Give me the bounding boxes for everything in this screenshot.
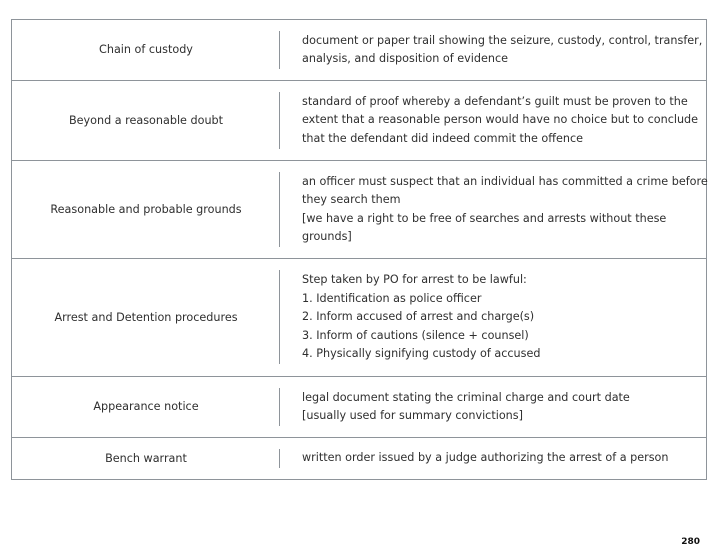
definition-line: written order issued by a judge authorizing the arrest of a person — [302, 451, 669, 465]
definition-line: 2. Inform accused of arrest and charge(s) — [302, 310, 535, 324]
definition-line: document or paper trail showing the seizure, custody, control, transfer, — [302, 33, 703, 47]
term-cell — [12, 81, 280, 160]
term-text: Appearance notice — [93, 400, 199, 413]
column-divider — [279, 31, 280, 69]
term-text: Beyond a reasonable doubt — [68, 113, 224, 127]
term-text: Reasonable and probable grounds — [50, 202, 242, 216]
definition-line: 1. Identification as police officer — [302, 291, 482, 305]
table-row — [12, 20, 706, 81]
definition-line: they search them — [302, 193, 401, 207]
term-cell — [12, 20, 280, 80]
glossary-table — [11, 19, 707, 480]
definition-cell — [280, 161, 724, 258]
column-divider — [279, 388, 280, 426]
term-cell — [12, 259, 280, 376]
definition-line: that the defendant did indeed commit the offence — [302, 131, 583, 145]
column-divider — [279, 172, 280, 247]
term-cell — [12, 438, 280, 479]
definition-cell — [280, 81, 718, 160]
term-cell — [12, 377, 280, 437]
table-row — [12, 377, 706, 438]
table-row — [12, 161, 706, 259]
definition-line: grounds] — [302, 229, 352, 243]
definition-line: legal document stating the criminal charge and court date — [302, 390, 630, 404]
term-text: Chain of custody — [99, 43, 193, 56]
definition-cell — [280, 377, 706, 437]
definition-line: standard of proof whereby a defendant’s guilt must be proven to the — [302, 94, 688, 108]
term-text: Arrest and Detention procedures — [54, 310, 238, 324]
definition-line: analysis, and disposition of evidence — [302, 52, 508, 65]
column-divider — [279, 270, 280, 364]
table-row — [12, 81, 706, 161]
table-row — [12, 259, 706, 377]
column-divider — [279, 92, 280, 149]
column-divider — [279, 449, 280, 468]
definition-cell — [280, 20, 722, 80]
definition-line: an officer must suspect that an individual has committed a crime before — [302, 174, 708, 188]
page-number: 280 — [681, 537, 700, 547]
definition-line: [we have a right to be free of searches and arrests without these — [302, 211, 667, 225]
term-text: Bench warrant — [105, 451, 187, 465]
table-row — [12, 438, 706, 479]
definition-line: [usually used for summary convictions] — [302, 409, 523, 422]
definition-cell — [280, 438, 706, 479]
definition-line: 3. Inform of cautions (silence + counsel) — [302, 328, 529, 342]
definition-line: 4. Physically signifying custody of accused — [302, 347, 541, 361]
definition-cell — [280, 259, 706, 376]
term-cell — [12, 161, 280, 258]
definition-line: extent that a reasonable person would have no choice but to conclude — [302, 113, 699, 127]
definition-line: Step taken by PO for arrest to be lawful: — [302, 273, 527, 287]
